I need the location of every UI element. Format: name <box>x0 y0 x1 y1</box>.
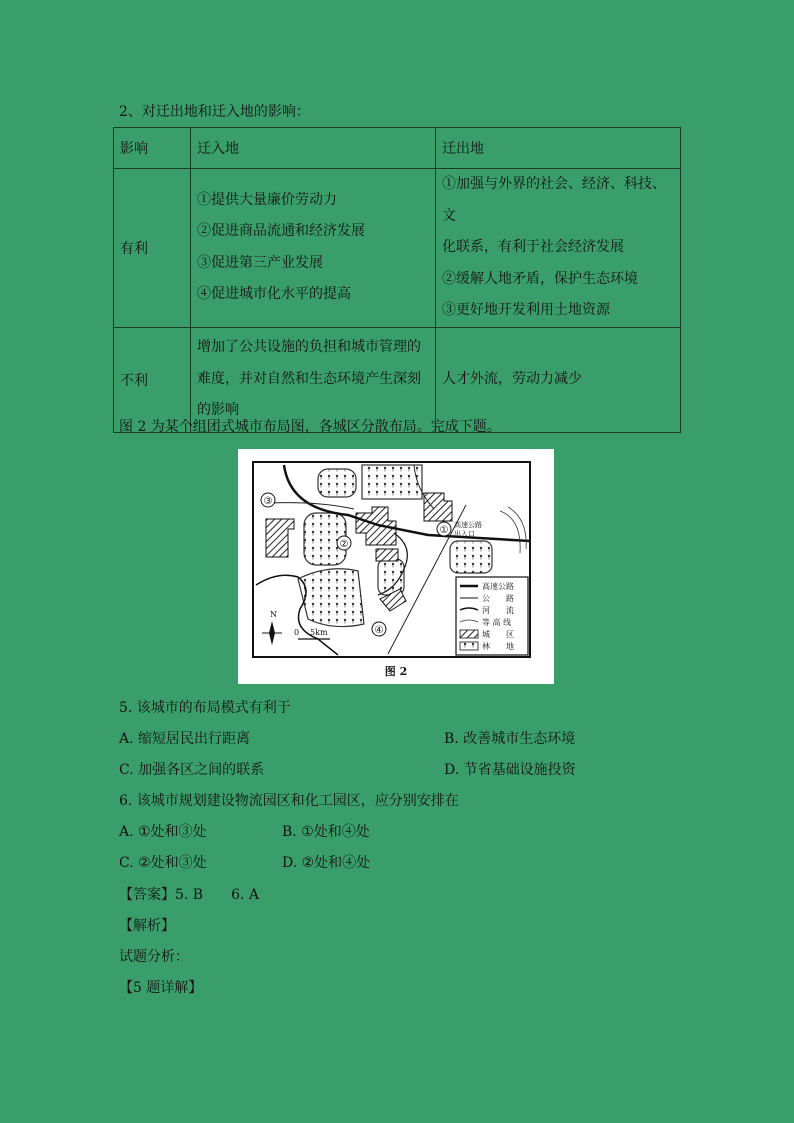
map-svg <box>238 449 554 684</box>
urban-area <box>376 549 398 561</box>
header-destination: 迁入地 <box>191 128 436 169</box>
unfavorable-origin-cell <box>436 327 681 432</box>
marker-label: ④ <box>374 625 384 636</box>
legend-expressway: 高速公路 <box>482 582 514 591</box>
marker-label: ① <box>439 525 449 536</box>
forest-patch <box>362 465 422 499</box>
legend-forest: 林 地 <box>482 642 514 651</box>
q5-option-b: B. 改善城市生态环境 <box>444 731 576 747</box>
q5-detail-heading: 【5 题详解】 <box>119 980 203 996</box>
legend-urban: 城 区 <box>482 630 514 639</box>
legend-contour: 等 高 线 <box>482 618 512 627</box>
header-origin: 迁出地 <box>436 128 681 169</box>
scale-value: 5km <box>310 628 328 637</box>
cell-line: 的影响 <box>197 402 239 419</box>
section-heading: 2、对迁出地和迁入地的影响： <box>119 104 310 120</box>
cell-line: ①提供大量廉价劳动力 <box>197 191 337 208</box>
q5-option-c: C. 加强各区之间的联系 <box>119 762 265 778</box>
cell-line: ②促进商品流通和经济发展 <box>197 223 365 240</box>
unfavorable-destination-cell <box>191 327 436 432</box>
scale-zero: 0 <box>294 628 300 637</box>
cell-line: ③促进第三产业发展 <box>197 254 323 271</box>
cell-line: 化联系，有利于社会经济发展 <box>442 239 624 255</box>
q6-option-d: D. ②处和④处 <box>282 855 371 871</box>
cell-line: 增加了公共设施的负担和城市管理的 <box>197 339 421 356</box>
q6-option-a: A. ①处和③处 <box>119 824 207 840</box>
favorable-destination-cell <box>191 169 436 328</box>
analysis-subheading: 试题分析： <box>119 949 189 965</box>
legend-forest-swatch <box>460 642 478 650</box>
entrance-label: 出入口 <box>454 530 475 538</box>
table-row <box>114 327 681 432</box>
table-row <box>114 169 681 328</box>
q6-stem: 6. 该城市规划建设物流园区和化工园区，应分别安排在 <box>119 793 459 809</box>
q5-option-a: A. 缩短居民出行距离 <box>119 731 251 747</box>
row-label-favorable: 有利 <box>114 169 191 328</box>
header-impact: 影响 <box>114 128 191 169</box>
forest-patch <box>450 541 492 573</box>
map-caption: 图 2 <box>384 665 408 678</box>
city-layout-map <box>238 449 554 684</box>
entrance-label: 高速公路 <box>454 521 482 529</box>
row-label-unfavorable: 不利 <box>114 327 191 432</box>
cell-line: ①加强与外界的社会、经济、科技、文 <box>442 176 666 224</box>
cell-line: 难度，并对自然和生态环境产生深刻 <box>197 370 421 387</box>
answer-line: 【答案】5. B 6. A <box>119 887 260 903</box>
marker-label: ③ <box>263 496 273 507</box>
legend-urban-swatch <box>460 630 478 638</box>
analysis-heading: 【解析】 <box>119 918 175 934</box>
forest-patch <box>298 569 364 627</box>
cell-line: ④促进城市化水平的提高 <box>197 286 351 303</box>
q6-option-c: C. ②处和③处 <box>119 855 207 871</box>
q5-stem: 5. 该城市的布局模式有利于 <box>119 700 291 716</box>
q6-option-b: B. ①处和④处 <box>282 824 370 840</box>
figure-intro: 图 2 为某个组团式城市布局图，各城区分散布局。完成下题。 <box>119 419 501 435</box>
cell-line: 人才外流，劳动力减少 <box>442 370 582 387</box>
north-label: N <box>270 610 277 619</box>
impact-table <box>113 127 681 433</box>
cell-line: ③更好地开发利用土地资源 <box>442 302 610 318</box>
table-header-row <box>114 128 681 169</box>
cell-line: ②缓解人地矛盾，保护生态环境 <box>442 270 638 287</box>
q5-option-d: D. 节省基础设施投资 <box>444 762 576 778</box>
favorable-origin-cell <box>436 169 681 328</box>
legend-road: 公 路 <box>482 594 514 603</box>
legend-river: 河 流 <box>482 606 514 615</box>
marker-label: ② <box>339 539 349 550</box>
forest-patch <box>318 469 356 497</box>
